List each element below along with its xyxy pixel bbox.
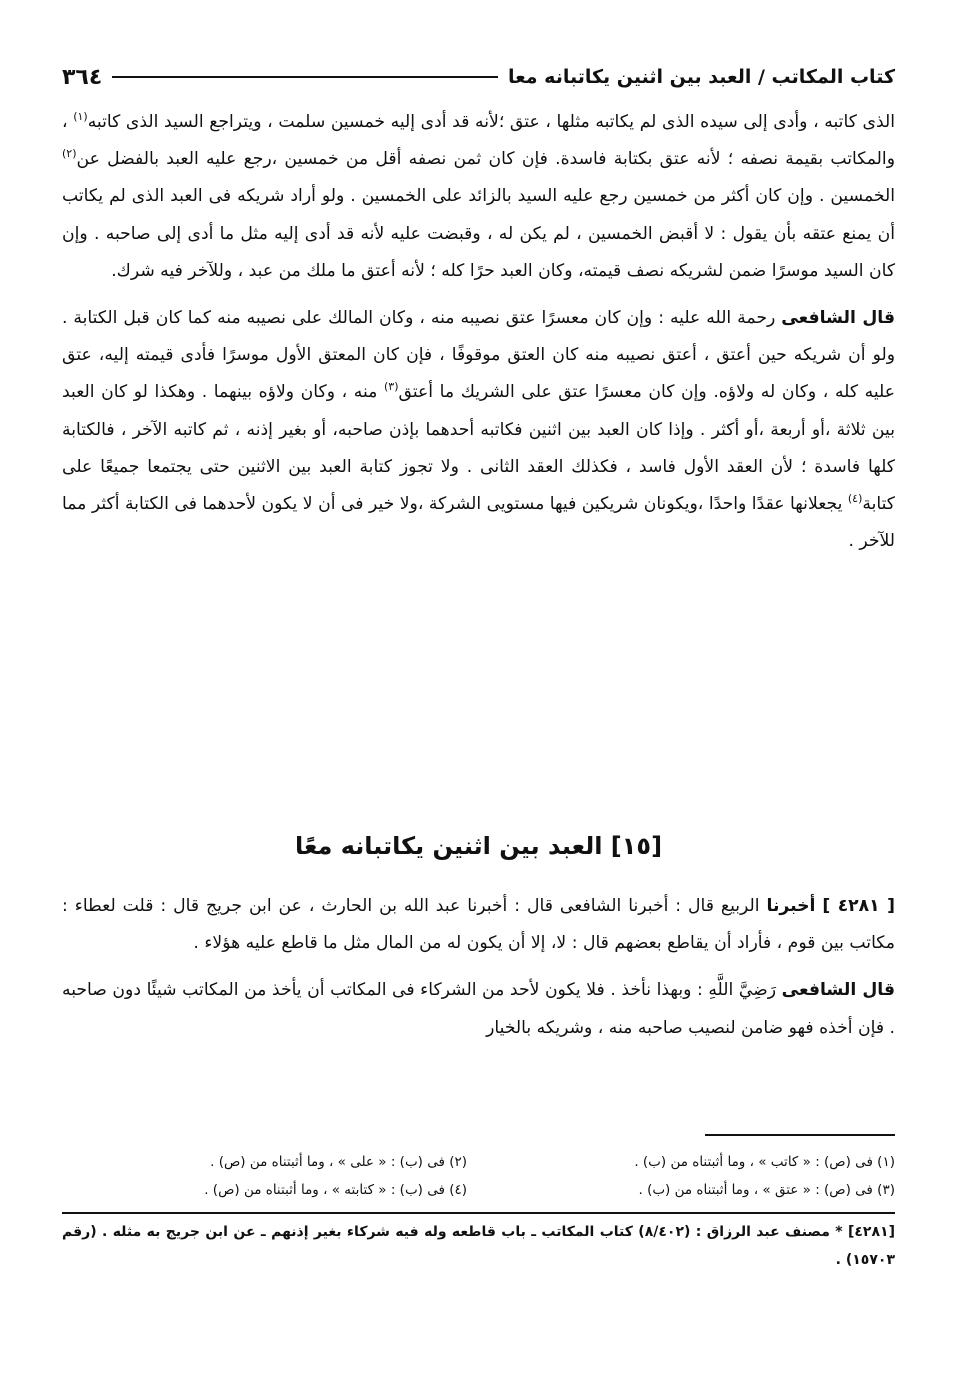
- paragraph-text: رحمة الله عليه : وإن كان معسرًا عتق نصيبه منه ، وكان المالك على نصيبه منه كما كان قبل الكتابة . ولو أن شريكه حين أعتق ، أعتق نصيبه منه كان العتق موقوفًا ، فإن كان المعتق الأول موسرًا فأدى قيمته إليه، عتق عليه كله ، وكان له ولاؤه. وإن كان معسرًا عتق على الشريك ما أعتق: [62, 308, 895, 403]
- speaker-lead: قال الشافعى: [781, 308, 895, 329]
- footnote-3: (٣) فى (ص) : « عتق » ، وما أثبتناه من (ب) .: [638, 1182, 895, 1198]
- running-title: كتاب المكاتب / العبد بين اثنين يكاتبانه معا: [507, 66, 895, 88]
- footnotes: [72, 1148, 895, 1204]
- hadith-text: الربيع قال : أخبرنا الشافعى قال : أخبرنا عبد الله بن الحارث ، عن ابن جريج قال : قلت لعطاء : مكاتب بين قوم ، فأراد أن يقاطع بعضهم قال : لا، إلا أن يكون له من المال مثل ما قاطع عليه هؤلاء .: [62, 896, 895, 954]
- paragraph-text: منه ، وكان ولاؤه بينهما . وهكذا لو كان العبد بين ثلاثة ،أو أربعة ،أو أكثر . وإذا كان العبد بين اثنين فكاتبه أحدهما بإذن صاحبه، أو بغير إذنه ، ثم كاتبه الآخر ، فالكتابة كلها فاسدة ؛ لأن العقد الأول فاسد ، فكذلك العقد الثانى . ولا تجوز كتابة العبد بين الاثنين حتى يجتمعا جميعًا على كتابة: [62, 382, 895, 515]
- header-rule: [112, 76, 498, 78]
- reference-note: [٤٢٨١] * مصنف عبد الرزاق : (٨/٤٠٢) كتاب المكاتب ـ باب قاطعه وله فيه شركاء بغير إذنهم ـ عن ابن جريج به مثله . (رقم ١٥٧٠٣) .: [62, 1224, 895, 1268]
- footnote-rule: [705, 1134, 895, 1136]
- paragraph-text: ، والمكاتب بقيمة نصفه ؛ لأنه عتق بكتابة فاسدة. فإن كان ثمن نصفه أقل من خمسين ،رجع عليه العبد بالفضل عن: [62, 112, 895, 170]
- footnote-4: (٤) فى (ب) : « كتابته » ، وما أثبتناه من (ص) .: [204, 1182, 468, 1198]
- honorific: رَضِيَّ اللَّهِ: [708, 980, 782, 1001]
- footnote-ref-1: (١): [73, 110, 88, 123]
- book-page: [62, 0, 895, 1378]
- main-text: [62, 104, 895, 560]
- reference-rule: [62, 1212, 895, 1214]
- hadith-lead: أخبرنا: [766, 896, 816, 916]
- footnote-1: (١) فى (ص) : « كاتب » ، وما أثبتناه من (ب) .: [634, 1154, 895, 1170]
- page-number: ٣٦٤: [62, 64, 103, 90]
- paragraph-last: [62, 972, 895, 1046]
- paragraph-2: [62, 300, 895, 560]
- footnote-ref-4: (٤): [847, 492, 863, 506]
- paragraph-text: الذى كاتبه ، وأدى إلى سيده الذى لم يكاتبه مثلها ، عتق ؛لأنه قد أدى إليه خمسين سلمت ، ويتراجع السيد الذى كاتبه: [87, 112, 895, 132]
- paragraph-text: الخمسين . وإن كان أكثر من خمسين رجع عليه السيد بالزائد على الخمسين . ولو أراد شريكه فى العبد الذى لم يكاتب أن يمنع عتقه بأن يقول : لا أقبض الخمسين ، لم يكن له ، وقبضت عليه لأنه قد أدى إليه مثل ما أدى إلى صاحبه . وإن كان السيد موسرًا ضمن لشريكه نصف قيمته، وكان العبد حرًا كله ؛ لأنه أعتق ما ملك من عبد ، وللآخر فيه شرك.: [62, 186, 895, 281]
- footnote-2: (٢) فى (ب) : « على » ، وما أثبتناه من (ص) .: [210, 1154, 468, 1170]
- speaker-lead: قال الشافعى: [781, 980, 895, 1001]
- section-text: [62, 888, 895, 1047]
- paragraph-1: [62, 104, 895, 290]
- running-header: [62, 60, 895, 94]
- hadith-paragraph: [62, 888, 895, 962]
- hadith-number: [ ٤٢٨١ ]: [822, 896, 895, 916]
- footnote-ref-3: (٣): [384, 380, 399, 394]
- footnote-row: [72, 1148, 895, 1176]
- footnote-ref-2: (٢): [62, 147, 77, 161]
- footnote-row: [72, 1176, 895, 1204]
- section-title: [١٥] العبد بين اثنين يكاتبانه معًا: [294, 832, 663, 860]
- paragraph-text: : وبهذا نأخذ . فلا يكون لأحد من الشركاء فى المكاتب أن يأخذ من المكاتب شيئًا دون صاحبه . فإن أخذه فهو ضامن لنصيب صاحبه منه ، وشريكه بالخيار: [62, 980, 895, 1038]
- paragraph-text: يجعلانها عقدًا واحدًا ،ويكونان شريكين فيها مستويى الشركة ،ولا خير فى أن لا يكون لأحدهما فى الكتابة أكثر مما للآخر .: [62, 494, 895, 552]
